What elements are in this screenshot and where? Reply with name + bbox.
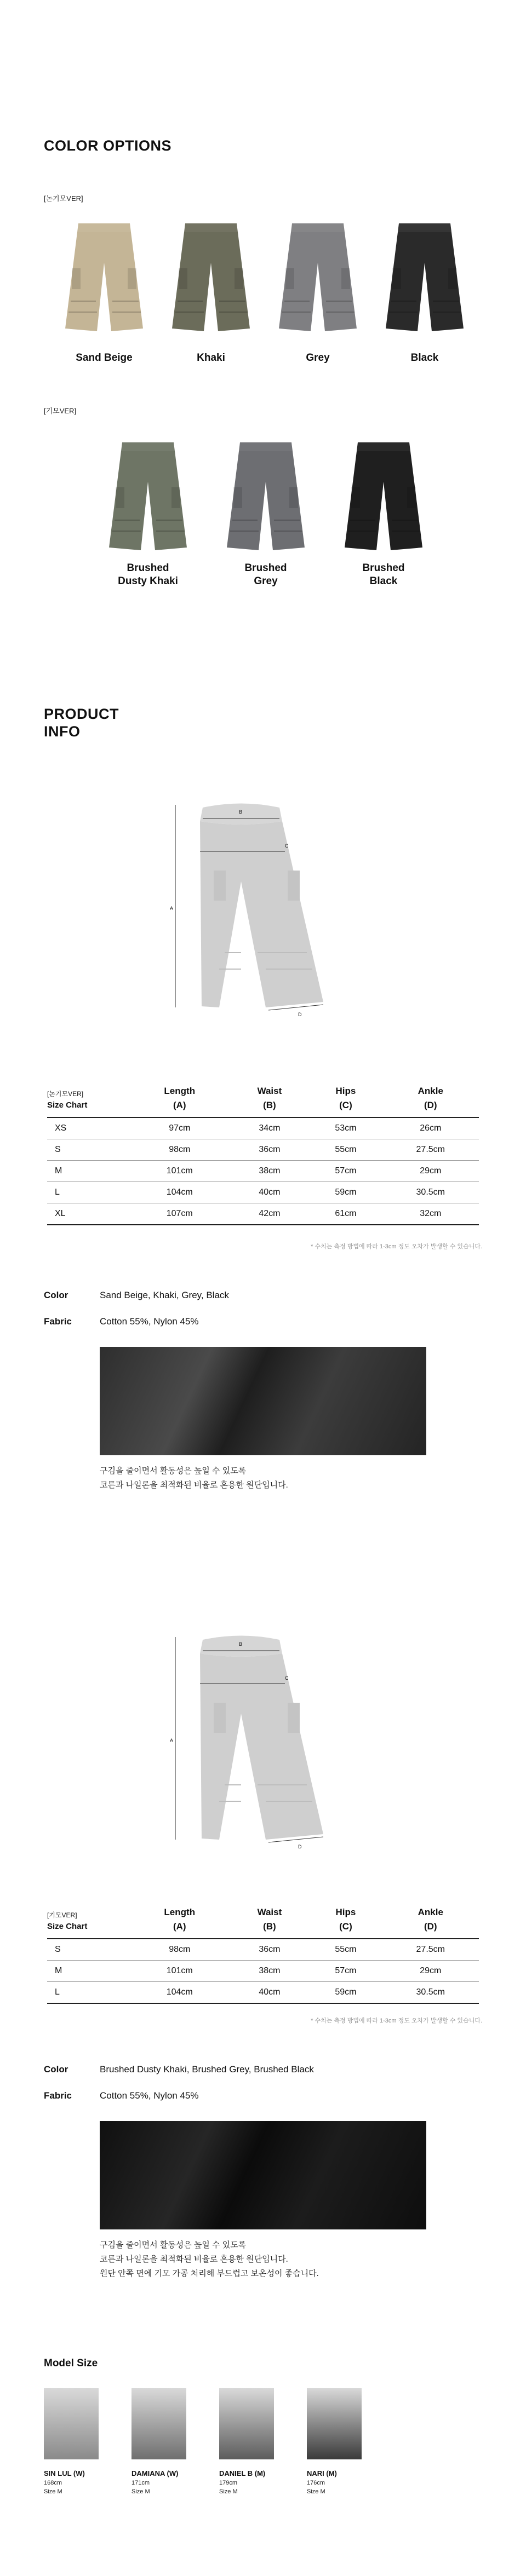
measure-cell: 57cm xyxy=(309,1161,382,1182)
col-waist-header: Waist (B) xyxy=(257,1907,282,1932)
measure-cell: 55cm xyxy=(309,1939,382,1961)
size-cell: XL xyxy=(47,1203,129,1225)
size-cell: S xyxy=(47,1139,129,1161)
size-cell: M xyxy=(47,1961,129,1982)
color-name xyxy=(334,562,433,588)
model-name: DAMIANA (W) xyxy=(132,2469,179,2477)
measure-cell: 107cm xyxy=(129,1203,230,1225)
color-name: Grey xyxy=(306,352,330,364)
model-size: Size M xyxy=(44,2488,62,2495)
size-chart-tag: [논기모VER] xyxy=(47,1090,84,1098)
measure-cell: 34cm xyxy=(230,1117,310,1139)
measure-cell: 59cm xyxy=(309,1982,382,2004)
measure-cell: 40cm xyxy=(230,1182,310,1203)
measure-cell: 36cm xyxy=(230,1939,310,1961)
measure-cell: 38cm xyxy=(230,1161,310,1182)
color-name: Khaki xyxy=(197,352,225,364)
size-note: * 수치는 측정 방법에 따라 1-3cm 정도 오차가 발생할 수 있습니다. xyxy=(311,2018,482,2024)
measure-cell: 98cm xyxy=(129,1939,230,1961)
fabric-description-2: 코튼과 나일론을 최적화된 비율로 혼용한 원단입니다. xyxy=(100,2255,288,2264)
color-options-title: COLOR OPTIONS xyxy=(44,137,172,154)
table-row xyxy=(47,1182,479,1203)
model-height: 176cm xyxy=(307,2480,325,2486)
model-size: Size M xyxy=(307,2488,325,2495)
fabric-description-2: 코튼과 나일론을 최적화된 비율로 혼용한 원단입니다. xyxy=(100,1480,288,1490)
col-length-header: Length (A) xyxy=(164,1086,196,1110)
table-row xyxy=(47,1117,479,1139)
diagram-label-a: A xyxy=(170,1738,174,1743)
measure-cell: 55cm xyxy=(309,1139,382,1161)
measure-cell: 40cm xyxy=(230,1982,310,2004)
diagram-label-c: C xyxy=(285,843,289,849)
measure-cell: 101cm xyxy=(129,1961,230,1982)
model-photo xyxy=(307,2388,362,2459)
diagram-label-b: B xyxy=(239,1641,243,1647)
measure-cell: 98cm xyxy=(129,1139,230,1161)
measure-cell: 42cm xyxy=(230,1203,310,1225)
measure-cell: 30.5cm xyxy=(382,1982,479,2004)
measure-cell: 29cm xyxy=(382,1961,479,1982)
color-label: Color xyxy=(44,2064,68,2074)
color-swatch-image xyxy=(63,219,145,334)
measure-cell: 57cm xyxy=(309,1961,382,1982)
diagram-label-d: D xyxy=(298,1012,302,1017)
color-swatch-image xyxy=(342,438,425,553)
color-swatch-image xyxy=(107,438,189,553)
fabric-value: Cotton 55%, Nylon 45% xyxy=(100,2090,199,2101)
model-height: 168cm xyxy=(44,2480,62,2486)
col-waist-header: Waist (B) xyxy=(257,1086,282,1110)
model-photo xyxy=(132,2388,186,2459)
table-row xyxy=(47,1139,479,1161)
col-length-header: Length (A) xyxy=(164,1907,196,1932)
model-size: Size M xyxy=(132,2488,150,2495)
color-group-tag-brushed: [기모VER] xyxy=(44,407,77,415)
model-photo xyxy=(44,2388,99,2459)
col-ankle-header: Ankle (D) xyxy=(418,1907,443,1932)
color-name xyxy=(216,562,315,588)
table-row xyxy=(47,1203,479,1225)
table-row xyxy=(47,1161,479,1182)
color-name: Sand Beige xyxy=(76,352,133,364)
size-cell: XS xyxy=(47,1117,129,1139)
measure-cell: 59cm xyxy=(309,1182,382,1203)
fabric-photo xyxy=(100,1347,426,1455)
fabric-photo xyxy=(100,2121,426,2229)
model-name: NARI (M) xyxy=(307,2469,337,2477)
fabric-description-3: 원단 안쪽 면에 기모 가공 처리해 부드럽고 보온성이 좋습니다. xyxy=(100,2269,319,2278)
size-chart-label: Size Chart xyxy=(47,1100,88,1110)
model-photo xyxy=(219,2388,274,2459)
measure-cell: 27.5cm xyxy=(382,1139,479,1161)
color-value: Brushed Dusty Khaki, Brushed Grey, Brushed Black xyxy=(100,2064,314,2074)
diagram-label-a: A xyxy=(170,906,174,911)
measurement-diagram xyxy=(164,1621,340,1851)
measure-cell: 27.5cm xyxy=(382,1939,479,1961)
fabric-description-1: 구김을 줄이면서 활동성은 높일 수 있도록 xyxy=(100,2240,247,2250)
measure-cell: 104cm xyxy=(129,1982,230,2004)
measure-cell: 26cm xyxy=(382,1117,479,1139)
size-chart-standard xyxy=(47,1084,479,1225)
color-value: Sand Beige, Khaki, Grey, Black xyxy=(100,1290,229,1300)
measure-cell: 29cm xyxy=(382,1161,479,1182)
table-row xyxy=(47,1982,479,2004)
model-height: 171cm xyxy=(132,2480,150,2486)
measure-cell: 38cm xyxy=(230,1961,310,1982)
diagram-label-b: B xyxy=(239,809,243,815)
size-cell: M xyxy=(47,1161,129,1182)
size-note: * 수치는 측정 방법에 따라 1-3cm 정도 오차가 발생할 수 있습니다. xyxy=(311,1243,482,1250)
measure-cell: 53cm xyxy=(309,1117,382,1139)
col-hips-header: Hips (C) xyxy=(335,1086,356,1110)
measurement-diagram xyxy=(164,788,340,1018)
diagram-label-d: D xyxy=(298,1844,302,1849)
col-hips-header: Hips (C) xyxy=(335,1907,356,1932)
color-name-line1: Brushed xyxy=(362,562,405,574)
diagram-label-c: C xyxy=(285,1675,289,1681)
col-ankle-header: Ankle (D) xyxy=(418,1086,443,1110)
table-row xyxy=(47,1939,479,1961)
color-name: Black xyxy=(410,352,439,364)
size-chart-brushed xyxy=(47,1905,479,2004)
color-name-line1: Brushed xyxy=(244,562,287,574)
size-chart-label: Size Chart xyxy=(47,1922,88,1931)
measure-cell: 104cm xyxy=(129,1182,230,1203)
model-height: 179cm xyxy=(219,2480,238,2486)
size-cell: S xyxy=(47,1939,129,1961)
measure-cell: 101cm xyxy=(129,1161,230,1182)
color-name-line2: Grey xyxy=(254,575,278,587)
model-name: DANIEL B (M) xyxy=(219,2469,266,2477)
measure-cell: 32cm xyxy=(382,1203,479,1225)
color-swatch-image xyxy=(170,219,252,334)
color-swatch-image xyxy=(225,438,307,553)
measure-cell: 30.5cm xyxy=(382,1182,479,1203)
measure-cell: 36cm xyxy=(230,1139,310,1161)
fabric-description-1: 구김을 줄이면서 활동성은 높일 수 있도록 xyxy=(100,1466,247,1476)
fabric-value: Cotton 55%, Nylon 45% xyxy=(100,1316,199,1327)
table-row xyxy=(47,1961,479,1982)
product-info-title-line1: PRODUCT xyxy=(44,706,119,722)
color-name-line2: Black xyxy=(369,575,398,587)
color-swatch-image xyxy=(277,219,359,334)
color-swatch-image xyxy=(384,219,466,334)
color-name-line2: Dusty Khaki xyxy=(118,575,178,587)
product-info-title-line2: INFO xyxy=(44,723,81,740)
measure-cell: 61cm xyxy=(309,1203,382,1225)
model-name: SIN LUL (W) xyxy=(44,2469,85,2477)
color-name xyxy=(99,562,197,588)
color-label: Color xyxy=(44,1290,68,1300)
size-chart-tag: [기모VER] xyxy=(47,1911,77,1919)
size-cell: L xyxy=(47,1982,129,2004)
fabric-label: Fabric xyxy=(44,2090,72,2101)
model-size-title: Model Size xyxy=(44,2358,98,2369)
model-size: Size M xyxy=(219,2488,238,2495)
fabric-label: Fabric xyxy=(44,1316,72,1327)
size-cell: L xyxy=(47,1182,129,1203)
measure-cell: 97cm xyxy=(129,1117,230,1139)
color-name-line1: Brushed xyxy=(127,562,169,574)
color-group-tag-standard: [논기모VER] xyxy=(44,194,83,203)
